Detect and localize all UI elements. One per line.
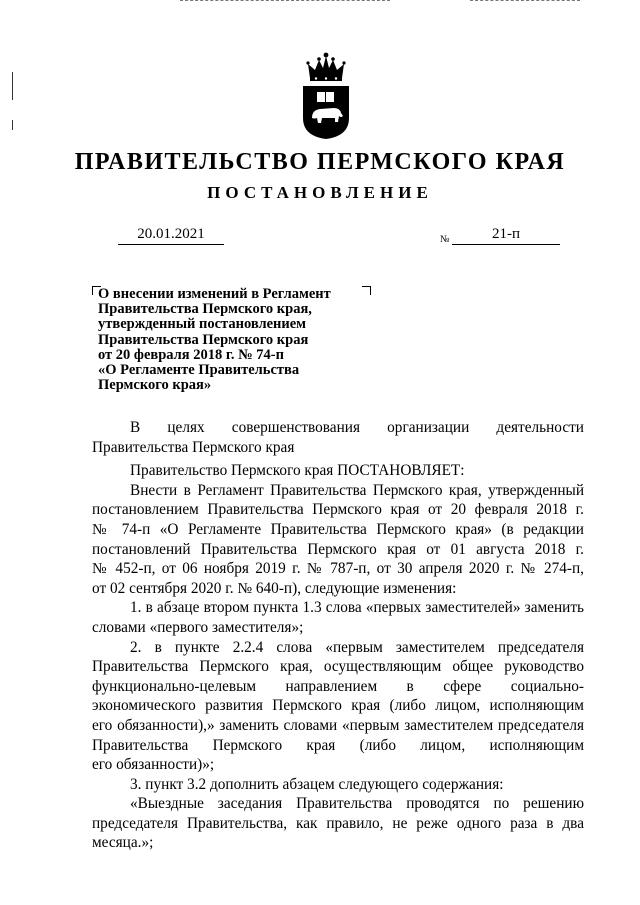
document-type: ПОСТАНОВЛЕНИЕ — [207, 183, 433, 202]
body-line: словами «первого заместителя»; — [92, 618, 304, 636]
scan-edge-line — [470, 0, 580, 2]
body-line: функционально-целевым направлением в сфере социально- — [92, 677, 584, 695]
body-line: Внести в Регламент Правительства Пермского края, утвержденный — [130, 481, 584, 499]
subject-line: утвержденный постановлением — [98, 316, 307, 333]
document-subject — [98, 287, 360, 393]
body-line: 1. в абзаце втором пункта 1.3 слова «первых заместителей» заменить — [130, 599, 584, 617]
body-line: Правительства Пермского края — [92, 438, 295, 456]
subject-line: от 20 февраля 2018 г. № 74-п — [98, 346, 284, 363]
body-line: председателя Правительства, как правило, не реже одного раза в два — [92, 814, 584, 832]
body-line: его обязанности),» заменить словами «первым заместителем председателя — [92, 716, 584, 734]
body-line: от 02 сентября 2020 г. № 640-п), следующие изменения: — [92, 579, 457, 597]
number-sign: № — [440, 234, 450, 245]
body-line: № 74-п «О Регламенте Правительства Пермского края» (в редакции — [92, 520, 584, 538]
subject-corner-mark — [362, 286, 371, 295]
body-line: 3. пункт 3.2 дополнить абзацем следующего содержания: — [130, 775, 504, 793]
body-line: Правительства Пермского края (либо лицом, исполняющим — [92, 736, 584, 754]
document-date: 20.01.2021 — [118, 226, 224, 245]
document-number: 21-п — [452, 226, 560, 245]
scan-margin-mark — [12, 72, 13, 100]
scan-margin-mark — [12, 120, 13, 130]
body-line: Правительства Пермского края, осуществляющим общее руководство — [92, 658, 584, 676]
subject-line: Правительства Пермского края, — [98, 301, 312, 318]
body-line: 2. в пункте 2.2.4 слова «первым заместителем председателя — [130, 638, 584, 656]
body-line: В целях совершенствования организации деятельности — [130, 419, 584, 436]
body-line: его обязанности)»; — [92, 756, 215, 774]
document-body — [92, 418, 584, 853]
body-line: Правительство Пермского края ПОСТАНОВЛЯЕТ: — [130, 462, 465, 480]
body-line: № 452-п, от 06 ноября 2019 г. № 787-п, от 30 апреля 2020 г. № 274-п, — [92, 560, 584, 578]
subject-line: Пермского края» — [98, 377, 212, 394]
body-line: экономического развития Пермского края (либо лицом, исполняющим — [92, 697, 584, 715]
subject-line: «О Регламенте Правительства — [98, 362, 300, 379]
perm-krai-coat-of-arms-icon — [300, 52, 352, 140]
body-line: «Выездные заседания Правительства проводятся по решению — [130, 795, 584, 813]
body-line: постановлением Правительства Пермского края от 20 февраля 2018 г. — [92, 501, 584, 519]
body-line: месяца.»; — [92, 834, 154, 852]
government-title: ПРАВИТЕЛЬСТВО ПЕРМСКОГО КРАЯ — [74, 149, 566, 175]
body-line: постановлений Правительства Пермского края от 01 августа 2018 г. — [92, 540, 584, 558]
subject-line: Правительства Пермского края — [98, 331, 309, 348]
subject-line: О внесении изменений в Регламент — [98, 286, 331, 302]
scan-edge-line — [180, 0, 390, 2]
